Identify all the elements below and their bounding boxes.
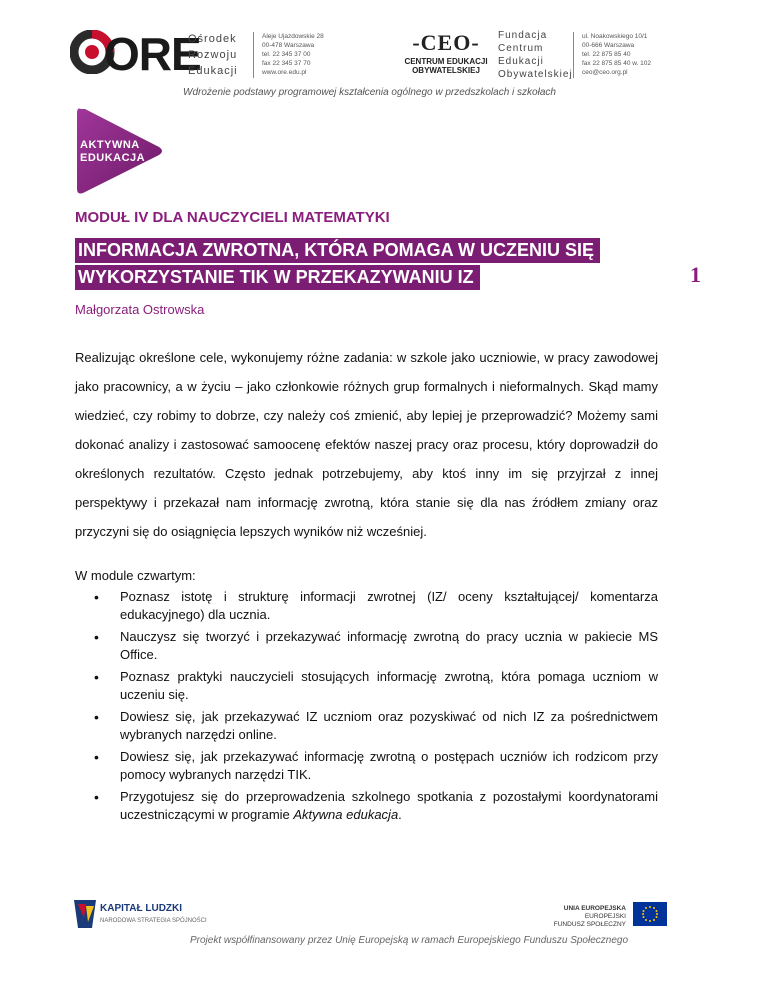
ore-address: Aleje Ujazdowskie 28 00-478 Warszawa tel. 22 345 37 00 fax 22 345 37 70 www.ore.edu.pl — [262, 33, 324, 76]
list-item: • Nauczysz się tworzyć i przekazywać informację zwrotną do pracy ucznia w pakiecie MS Office. — [92, 628, 658, 664]
ceo-address: ul. Noakowskiego 10/1 00-666 Warszawa tel. 22 875 85 40 fax 22 875 85 40 w. 102 ceo@ceo.org.pl — [582, 33, 652, 76]
objectives-list — [92, 588, 658, 828]
eu-flag-icon — [633, 902, 667, 926]
ceo-logo-text: -CEO- — [412, 30, 480, 55]
kapital-ludzki-sub: NARODOWA STRATEGIA SPÓJNOŚCI — [100, 918, 207, 924]
header-tagline: Wdrożenie podstawy programowej kształcenia ogólnego w przedszkolach i szkołach — [183, 87, 556, 98]
footer-tagline: Projekt współfinansowany przez Unię Europejską w ramach Europejskiego Funduszu Społecznego — [190, 935, 629, 946]
page-number: 1 — [690, 262, 701, 287]
list-item: • Dowiesz się, jak przekazywać IZ uczniom oraz pozyskiwać od nich IZ za pośrednictwem wybranych narzędzi online. — [92, 708, 658, 744]
ceo-logo-sub: CENTRUM EDUKACJI OBYWATELSKIEJ — [404, 57, 488, 75]
badge-text: AKTYWNA EDUKACJA — [80, 139, 146, 164]
ore-logo-text: ORE — [104, 28, 201, 80]
intro-paragraph: Realizując określone cele, wykonujemy różne zadania: w szkole jako uczniowie, w pracy zawodowej jako pracownicy, a w życiu – jako członkowie różnych grup formalnych i nieformalnych. Skąd mamy wiedzieć, czy robimy to dobrze, czy należy coś zmienić, aby lepiej je przeprowadzić? Możemy sami dokonać analizy i zastosować samoocenę efektów naszej pracy oraz procesu, który doprowadził do określonych rezultatów. Często jednak potrzebujemy, aby ktoś inny im się przyjrzał z innej perspektywy i przekazał nam informację zwrotną, która stanie się dla nas źródłem zmiany oraz przyczyni się do osiągnięcia lepszych wyników niż wcześniej. — [75, 350, 658, 539]
kapital-ludzki-title: KAPITAŁ LUDZKI — [100, 903, 183, 914]
list-item: • Dowiesz się, jak przekazywać informację zwrotną o postępach uczniów ich rodzicom przy pomocy wybranych narzędzi TIK. — [92, 748, 658, 784]
divider — [253, 32, 254, 78]
list-intro: W module czwartym: — [75, 568, 196, 583]
kapital-ludzki-logo-icon — [72, 898, 98, 930]
module-title: MODUŁ IV DLA NAUCZYCIELI MATEMATYKI — [75, 209, 390, 226]
ore-name: Ośrodek Rozwoju Edukacji — [188, 33, 238, 77]
heading-line-2: WYKORZYSTANIE TIK W PRZEKAZYWANIU IZ — [75, 265, 480, 290]
ceo-name: Fundacja Centrum Edukacji Obywatelskiej — [498, 30, 573, 80]
list-item: • Poznasz praktyki nauczycieli stosujących informację zwrotną, która pomaga uczniom w uczeniu się. — [92, 668, 658, 704]
program-name: Aktywna edukacja — [293, 807, 399, 822]
eu-text: UNIA EUROPEJSKA EUROPEJSKI FUNDUSZ SPOŁECZNY — [553, 905, 626, 928]
list-item: • Przygotujesz się do przeprowadzenia szkolnego spotkania z pozostałymi koordynatorami uczestniczącymi w programie Aktywna edukacja. — [92, 788, 658, 824]
divider — [573, 32, 574, 78]
author: Małgorzata Ostrowska — [75, 302, 205, 317]
heading-line-1: INFORMACJA ZWROTNA, KTÓRA POMAGA W UCZENIU SIĘ — [75, 238, 600, 263]
list-item: • Poznasz istotę i strukturę informacji zwrotnej (IZ/ oceny kształtującej/ komentarza edukacyjnego) dla ucznia. — [92, 588, 658, 624]
